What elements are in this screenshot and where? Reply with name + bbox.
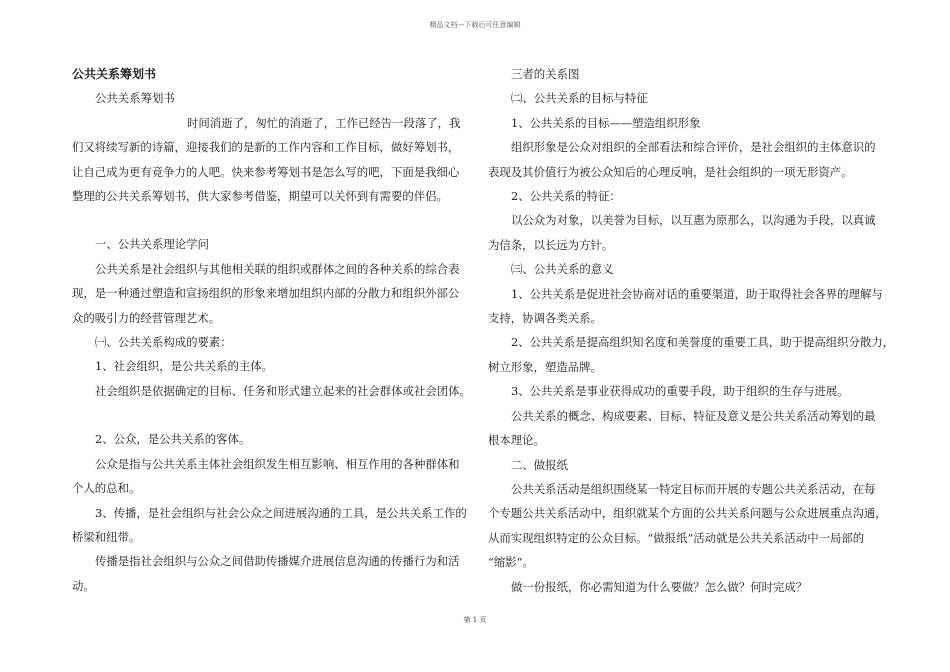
- paragraph-line: 表现及其价值行为被公众知后的心理反响，是社会组织的一项无形资产。: [488, 164, 853, 179]
- paragraph-line: 桥梁和纽带。: [72, 529, 141, 544]
- paragraph-line: 让自己成为更有竞争力的人吧。快来参考筹划书是怎么写的吧，下面是我细心: [72, 164, 460, 179]
- paragraph-line: ㈠、公共关系构成的要素：: [95, 335, 232, 350]
- paragraph-line: 为信条，以长远为方针。: [488, 237, 614, 252]
- paragraph-line: 社会组织是依据确定的目标、任务和形式建立起来的社会群体或社会团体。: [95, 383, 471, 398]
- paragraph-line: 公共关系活动是组织围绕某一特定目标而开展的专题公共关系活动，在每: [511, 481, 876, 496]
- paragraph-line: 1、社会组织，是公共关系的主体。: [95, 359, 274, 374]
- paragraph-line: 3、传播，是社会组织与社会公众之间进展沟通的工具，是公共关系工作的: [95, 505, 467, 520]
- paragraph-line: 一、公共关系理论学问: [95, 237, 209, 252]
- page-footer: 第 1 页: [463, 616, 487, 624]
- paragraph-line: 时间消逝了，匆忙的消逝了，工作已经告一段落了，我: [187, 115, 461, 130]
- paragraph-line: 做一份报纸，你必需知道为什么要做？怎么做？何时完成？: [511, 579, 808, 594]
- paragraph-line: 传播是指社会组织与公众之间借助传播媒介进展信息沟通的传播行为和活: [95, 554, 460, 569]
- paragraph-line: 支持，协调各类关系。: [488, 311, 602, 326]
- blank-line: [72, 403, 467, 427]
- paragraph-line: 动。: [72, 578, 95, 593]
- paragraph-line: 个人的总和。: [72, 481, 141, 496]
- document-title: 公共关系筹划书: [72, 67, 157, 81]
- paragraph-line: 公共关系筹划书: [95, 91, 175, 106]
- paragraph-line: 3、公共关系是事业获得成功的重要手段，助于组织的生存与进展。: [511, 384, 849, 399]
- paragraph-line: 公众是指与公共关系主体社会组织发生相互影响、相互作用的各种群体和: [95, 456, 460, 471]
- paragraph-line: 2、公众，是公共关系的客体。: [95, 432, 251, 447]
- paragraph-line: ㈡、公共关系的目标与特征: [511, 91, 648, 106]
- paragraph-line: 个专题公共关系活动中，组织就某个方面的公共关系问题与公众进展重点沟通，: [488, 506, 887, 521]
- paragraph-line: 整理的公共关系筹划书，供大家参考借鉴，期望可以关怀到有需要的伴侣。: [72, 189, 448, 204]
- paragraph-line: 根本理论。: [488, 433, 545, 448]
- paragraph-line: 以公众为对象，以美誉为目标，以互惠为原那么，以沟通为手段，以真诚: [511, 213, 876, 228]
- paragraph-line: 2、公共关系的特征：: [511, 189, 621, 204]
- paragraph-line: 三者的关系图: [511, 67, 580, 81]
- paragraph-line: 组织形象是公众对组织的全部看法和综合评价，是社会组织的主体意识的: [511, 140, 876, 155]
- paragraph-line: 二、做报纸: [511, 457, 568, 472]
- right-column: [488, 62, 895, 599]
- paragraph-line: 现，是一种通过塑造和宣扬组织的形象来增加组织内部的分散力和组织外部公: [72, 286, 460, 301]
- left-column: [72, 62, 471, 598]
- paragraph-line: 众的吸引力的经营管理艺术。: [72, 310, 221, 325]
- paragraph-line: 们又将续写新的诗篇，迎接我们的是新的工作内容和工作目标，做好筹划书，: [72, 140, 460, 155]
- paragraph-line: ㈢、公共关系的意义: [511, 262, 614, 277]
- page-header: 精品文档---下载后可任意编辑: [429, 21, 521, 29]
- paragraph-line: 1、公共关系是促进社会协商对话的重要渠道，助于取得社会各界的理解与: [511, 286, 883, 301]
- paragraph-line: 公共关系是社会组织与其他相关联的组织或群体之间的各种关系的综合表: [95, 261, 460, 276]
- paragraph-line: 2、公共关系是提高组织知名度和美誉度的重要工具，助于提高组织分散力，: [511, 335, 895, 350]
- paragraph-line: 公共关系的概念、构成要素、目标、特征及意义是公共关系活动筹划的最: [511, 408, 876, 423]
- paragraph-line: 从而实现组织特定的公众目标。“做报纸”活动就是公共关系活动中一局部的: [488, 530, 865, 545]
- paragraph-line: 1、公共关系的目标——塑造组织形象: [511, 115, 701, 130]
- paragraph-line: “缩影”。: [488, 555, 534, 570]
- paragraph-line: 树立形象，塑造品牌。: [488, 359, 602, 374]
- blank-line: [72, 208, 467, 232]
